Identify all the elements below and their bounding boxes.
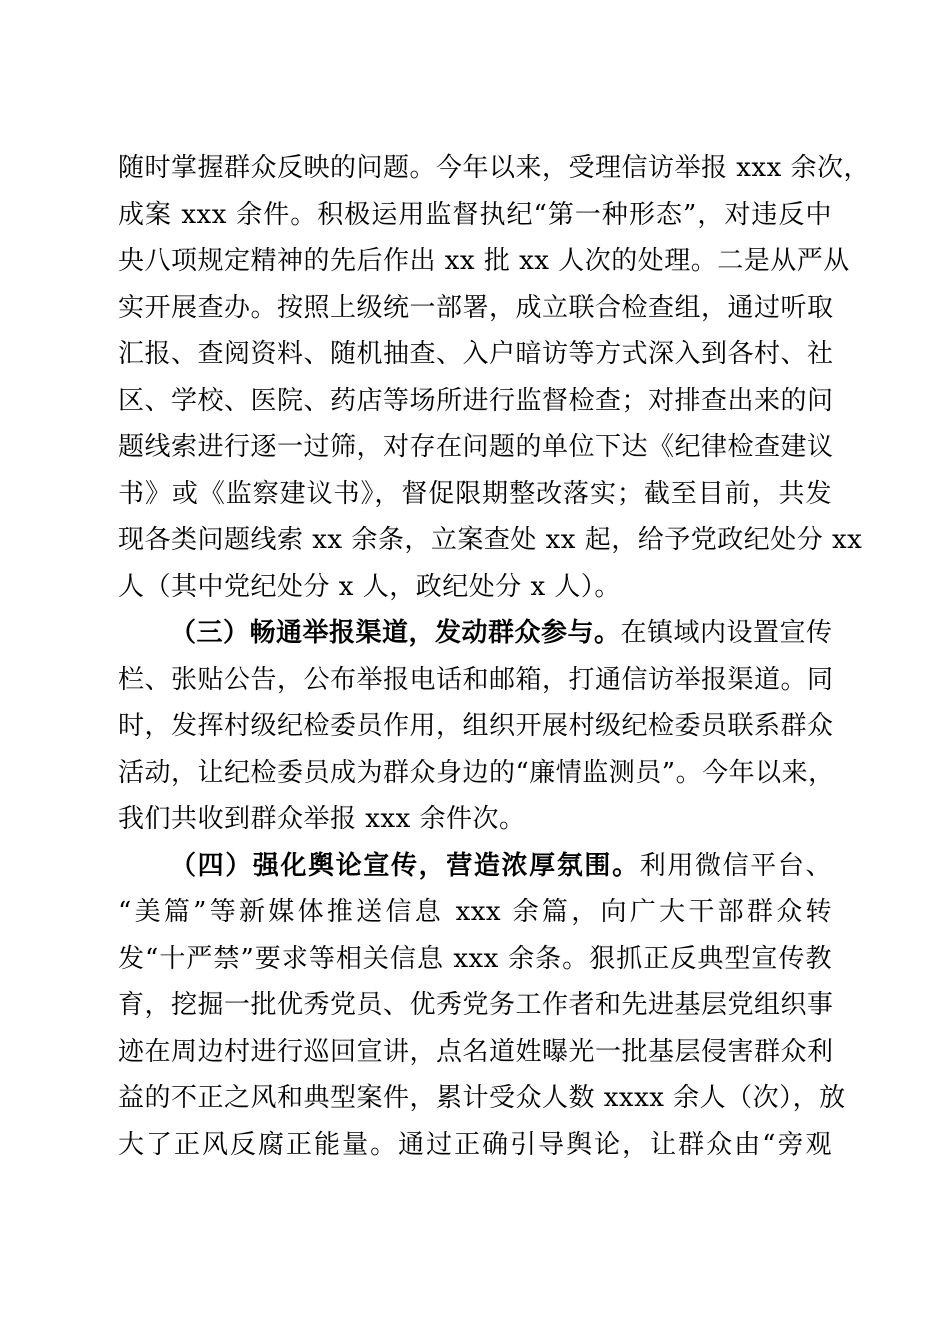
text-line: 成案 xxx 余件。积极运用监督执纪“第一种形态”，对违反中 — [118, 199, 832, 230]
text-line: 区、学校、医院、药店等场所进行监督检查；对排查出来的问 — [118, 385, 834, 416]
text-segment: 利用微信平台、 — [639, 850, 832, 881]
section-heading: （四）强化舆论宣传，营造浓厚氛围。 — [170, 850, 640, 881]
text-line: 我们共收到群众举报 xxx 余件次。 — [118, 804, 526, 834]
text-line: 汇报、查阅资料、随机抽查、入户暗访等方式深入到各村、社 — [118, 339, 834, 369]
paragraph-continuation — [118, 145, 871, 610]
text-line: 栏、张贴公告，公布举报电话和邮箱，打通信访举报渠道。同 — [118, 664, 834, 695]
text-line: 活动，让纪检委员成为群众身边的“廉情监测员”。今年以来， — [118, 757, 835, 788]
text-line: 现各类问题线索 xx 余条，立案查处 xx 起，给予党政纪处分 xx — [118, 525, 863, 555]
text-line: 实开展查办。按照上级统一部署，成立联合检查组，通过听取 — [118, 292, 834, 323]
text-line: 发“十严禁”要求等相关信息 xxx 余条。狠抓正反典型宣传教 — [118, 943, 832, 974]
text-line: 人（其中党纪处分 x 人，政纪处分 x 人）。 — [118, 571, 621, 602]
section-heading: （三）畅通举报渠道，发动群众参与。 — [170, 618, 621, 648]
text-line: 时，发挥村级纪检委员作用，组织开展村级纪检委员联系群众 — [118, 711, 834, 741]
text-line: 书》或《监察建议书》，督促限期整改落实；截至目前，共发 — [118, 478, 832, 509]
section-heading-line — [118, 610, 832, 657]
text-line: 大了正风反腐正能量。通过正确引导舆论，让群众由“旁观 — [118, 1129, 832, 1160]
text-line: “美篇”等新媒体推送信息 xxx 余篇，向广大干部群众转 — [118, 897, 832, 927]
paragraph-section-3 — [118, 610, 835, 843]
text-line: 题线索进行逐一过筛，对存在问题的单位下达《纪律检查建议 — [118, 432, 834, 462]
text-line: 迹在周边村进行巡回宣讲，点名道姓曝光一批基层侵害群众利 — [118, 1036, 834, 1067]
text-line: 随时掌握群众反映的问题。今年以来，受理信访举报 xxx 余次， — [118, 153, 871, 183]
paragraph-section-4 — [118, 843, 846, 1169]
text-line: 益的不正之风和典型案件，累计受众人数 xxxx 余人（次），放 — [118, 1083, 846, 1113]
section-heading-line — [118, 843, 832, 890]
text-line: 育，挖掘一批优秀党员、优秀党务工作者和先进基层党组织事 — [118, 990, 834, 1020]
text-segment: 在镇域内设置宣传 — [620, 618, 833, 648]
text-line: 央八项规定精神的先后作出 xx 批 xx 人次的处理。二是从严从 — [118, 246, 850, 276]
document-page — [118, 145, 871, 1168]
